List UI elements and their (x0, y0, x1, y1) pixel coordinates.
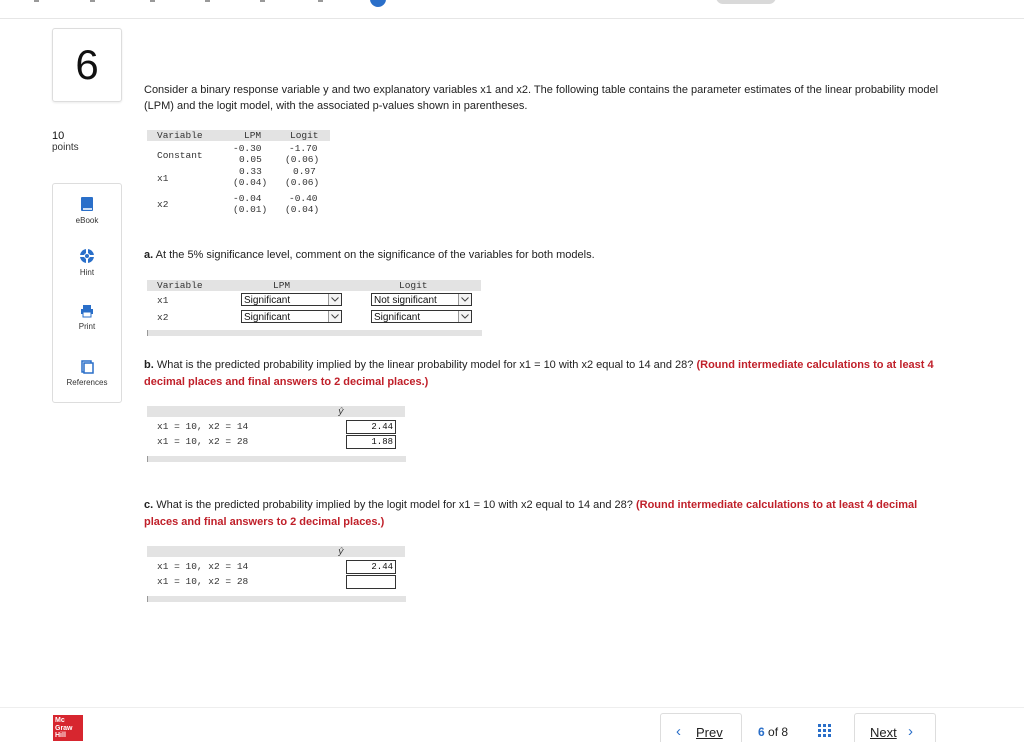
x1-logit-selected: Not significant (374, 295, 437, 306)
y-hat-header: ŷ (338, 406, 344, 417)
top-progress-strip (0, 0, 1024, 19)
part-c-instruction: (Round intermediate calculations to at least 4 decimal places and final answers to 2 decimal places.) (144, 499, 918, 528)
hint-tool[interactable] (53, 248, 121, 277)
table-cell: (0.01) (233, 204, 268, 215)
hint-label: Hint (79, 268, 95, 277)
lifebuoy-icon (79, 248, 95, 264)
printer-icon (80, 304, 94, 318)
table-cell: x1 (157, 173, 169, 184)
strip-mark (34, 0, 39, 2)
grid-icon[interactable] (818, 724, 831, 737)
x1-logit-select[interactable] (371, 293, 472, 306)
chevron-down-icon (458, 311, 471, 322)
print-tool[interactable] (53, 304, 121, 331)
part-b-prompt (144, 357, 944, 391)
table-cell: (0.06) (285, 154, 320, 165)
part-b-row-label: x1 = 10, x2 = 14 (157, 421, 249, 432)
table-cell: (0.04) (233, 177, 268, 188)
lpm-prediction-input-28[interactable]: 1.88 (346, 435, 396, 449)
tools-panel (52, 183, 122, 403)
y-hat-header: ŷ (338, 546, 344, 557)
page-indicator (758, 725, 788, 739)
points-info (52, 130, 79, 154)
table-cell: 0.05 (239, 154, 262, 165)
part-a-prompt (144, 249, 595, 261)
logit-prediction-input-14[interactable]: 2.44 (346, 560, 396, 574)
estimates-header-logit: Logit (290, 130, 319, 141)
estimates-header-row (147, 130, 330, 141)
part-c-row-label: x1 = 10, x2 = 14 (157, 561, 249, 572)
part-a-header-variable: Variable (157, 280, 203, 291)
top-pill-button[interactable] (716, 0, 776, 4)
chevron-right-icon: › (908, 723, 913, 740)
x2-logit-select[interactable] (371, 310, 472, 323)
strip-mark (318, 0, 323, 2)
strip-mark (205, 0, 210, 2)
estimates-header-variable: Variable (157, 130, 203, 141)
ebook-label: eBook (75, 216, 99, 225)
part-a-label: a. (144, 249, 154, 261)
part-b-instruction: (Round intermediate calculations to at least 4 decimal places and final answers to 2 decimal places.) (144, 359, 934, 388)
x1-lpm-selected: Significant (244, 295, 291, 306)
part-b-label: b. (144, 359, 154, 371)
x2-lpm-selected: Significant (244, 312, 291, 323)
table-footer-bar (147, 596, 406, 602)
table-cell: (0.06) (285, 177, 320, 188)
part-c-header-row (147, 546, 405, 557)
x2-logit-selected: Significant (374, 312, 421, 323)
strip-mark (260, 0, 265, 2)
chevron-down-icon (328, 294, 341, 305)
part-b-table (147, 406, 405, 463)
chevron-down-icon (458, 294, 471, 305)
next-label[interactable]: Next (870, 725, 897, 740)
prev-label[interactable]: Prev (696, 725, 723, 740)
question-number-box (52, 28, 122, 102)
part-c-table (147, 546, 405, 603)
question-number: 6 (75, 41, 99, 88)
strip-mark (90, 0, 95, 2)
table-cell: -0.30 (233, 143, 262, 154)
table-cell: 0.97 (293, 166, 316, 177)
chevron-down-icon (328, 311, 341, 322)
references-tool[interactable] (53, 360, 121, 387)
page-of: of (768, 725, 779, 739)
part-b-header-row (147, 406, 405, 417)
table-footer-bar (147, 456, 406, 462)
document-icon (80, 360, 94, 374)
part-c-label: c. (144, 499, 154, 511)
part-c-prompt (144, 497, 944, 531)
chevron-left-icon: ‹ (676, 723, 681, 740)
question-intro: Consider a binary response variable y and two explanatory variables x1 and x2. The following table contains the parameter estimates of the linear probability model (LPM) and the logit model, with the associated p-values shown in parentheses. (144, 84, 939, 112)
page-total: 8 (781, 725, 789, 739)
table-cell: (0.04) (285, 204, 320, 215)
estimates-table (147, 130, 330, 219)
part-c-row-label: x1 = 10, x2 = 28 (157, 576, 249, 587)
references-label: References (66, 378, 108, 387)
strip-mark (150, 0, 155, 2)
points-value: 10 (52, 130, 65, 142)
table-cell: -1.70 (289, 143, 318, 154)
points-label: points (52, 142, 79, 153)
part-a-table (147, 280, 481, 337)
table-cell: x2 (157, 199, 169, 210)
table-footer-bar (147, 330, 482, 336)
x1-lpm-select[interactable] (241, 293, 342, 306)
part-c-text: What is the predicted probability implied by the logit model for x1 = 10 with x2 equal to 14 and 28? (156, 499, 633, 511)
table-cell: Constant (157, 150, 203, 161)
part-a-header-lpm: LPM (273, 280, 291, 291)
info-icon[interactable] (370, 0, 386, 7)
mcgraw-hill-logo: Mc Graw Hill (53, 715, 83, 741)
print-label: Print (78, 322, 96, 331)
estimates-body (147, 141, 330, 219)
part-a-header-logit: Logit (399, 280, 428, 291)
x2-lpm-select[interactable] (241, 310, 342, 323)
book-icon (80, 196, 94, 212)
part-a-row-variable: x1 (157, 295, 169, 306)
part-b-text: What is the predicted probability implied by the linear probability model for x1 = 10 with x2 equal to 14 and 28? (156, 359, 694, 371)
page-current: 6 (758, 725, 765, 739)
part-a-header-row (147, 280, 481, 291)
table-cell: -0.04 (233, 193, 262, 204)
estimates-header-lpm: LPM (244, 130, 262, 141)
ebook-tool[interactable] (53, 196, 121, 225)
table-cell: -0.40 (289, 193, 318, 204)
part-a-row-variable: x2 (157, 312, 169, 323)
part-a-text: At the 5% significance level, comment on the significance of the variables for both models. (155, 249, 595, 261)
part-b-row-label: x1 = 10, x2 = 28 (157, 436, 249, 447)
table-cell: 0.33 (239, 166, 262, 177)
lpm-prediction-input-14[interactable]: 2.44 (346, 420, 396, 434)
logit-prediction-input-28[interactable] (346, 575, 396, 589)
